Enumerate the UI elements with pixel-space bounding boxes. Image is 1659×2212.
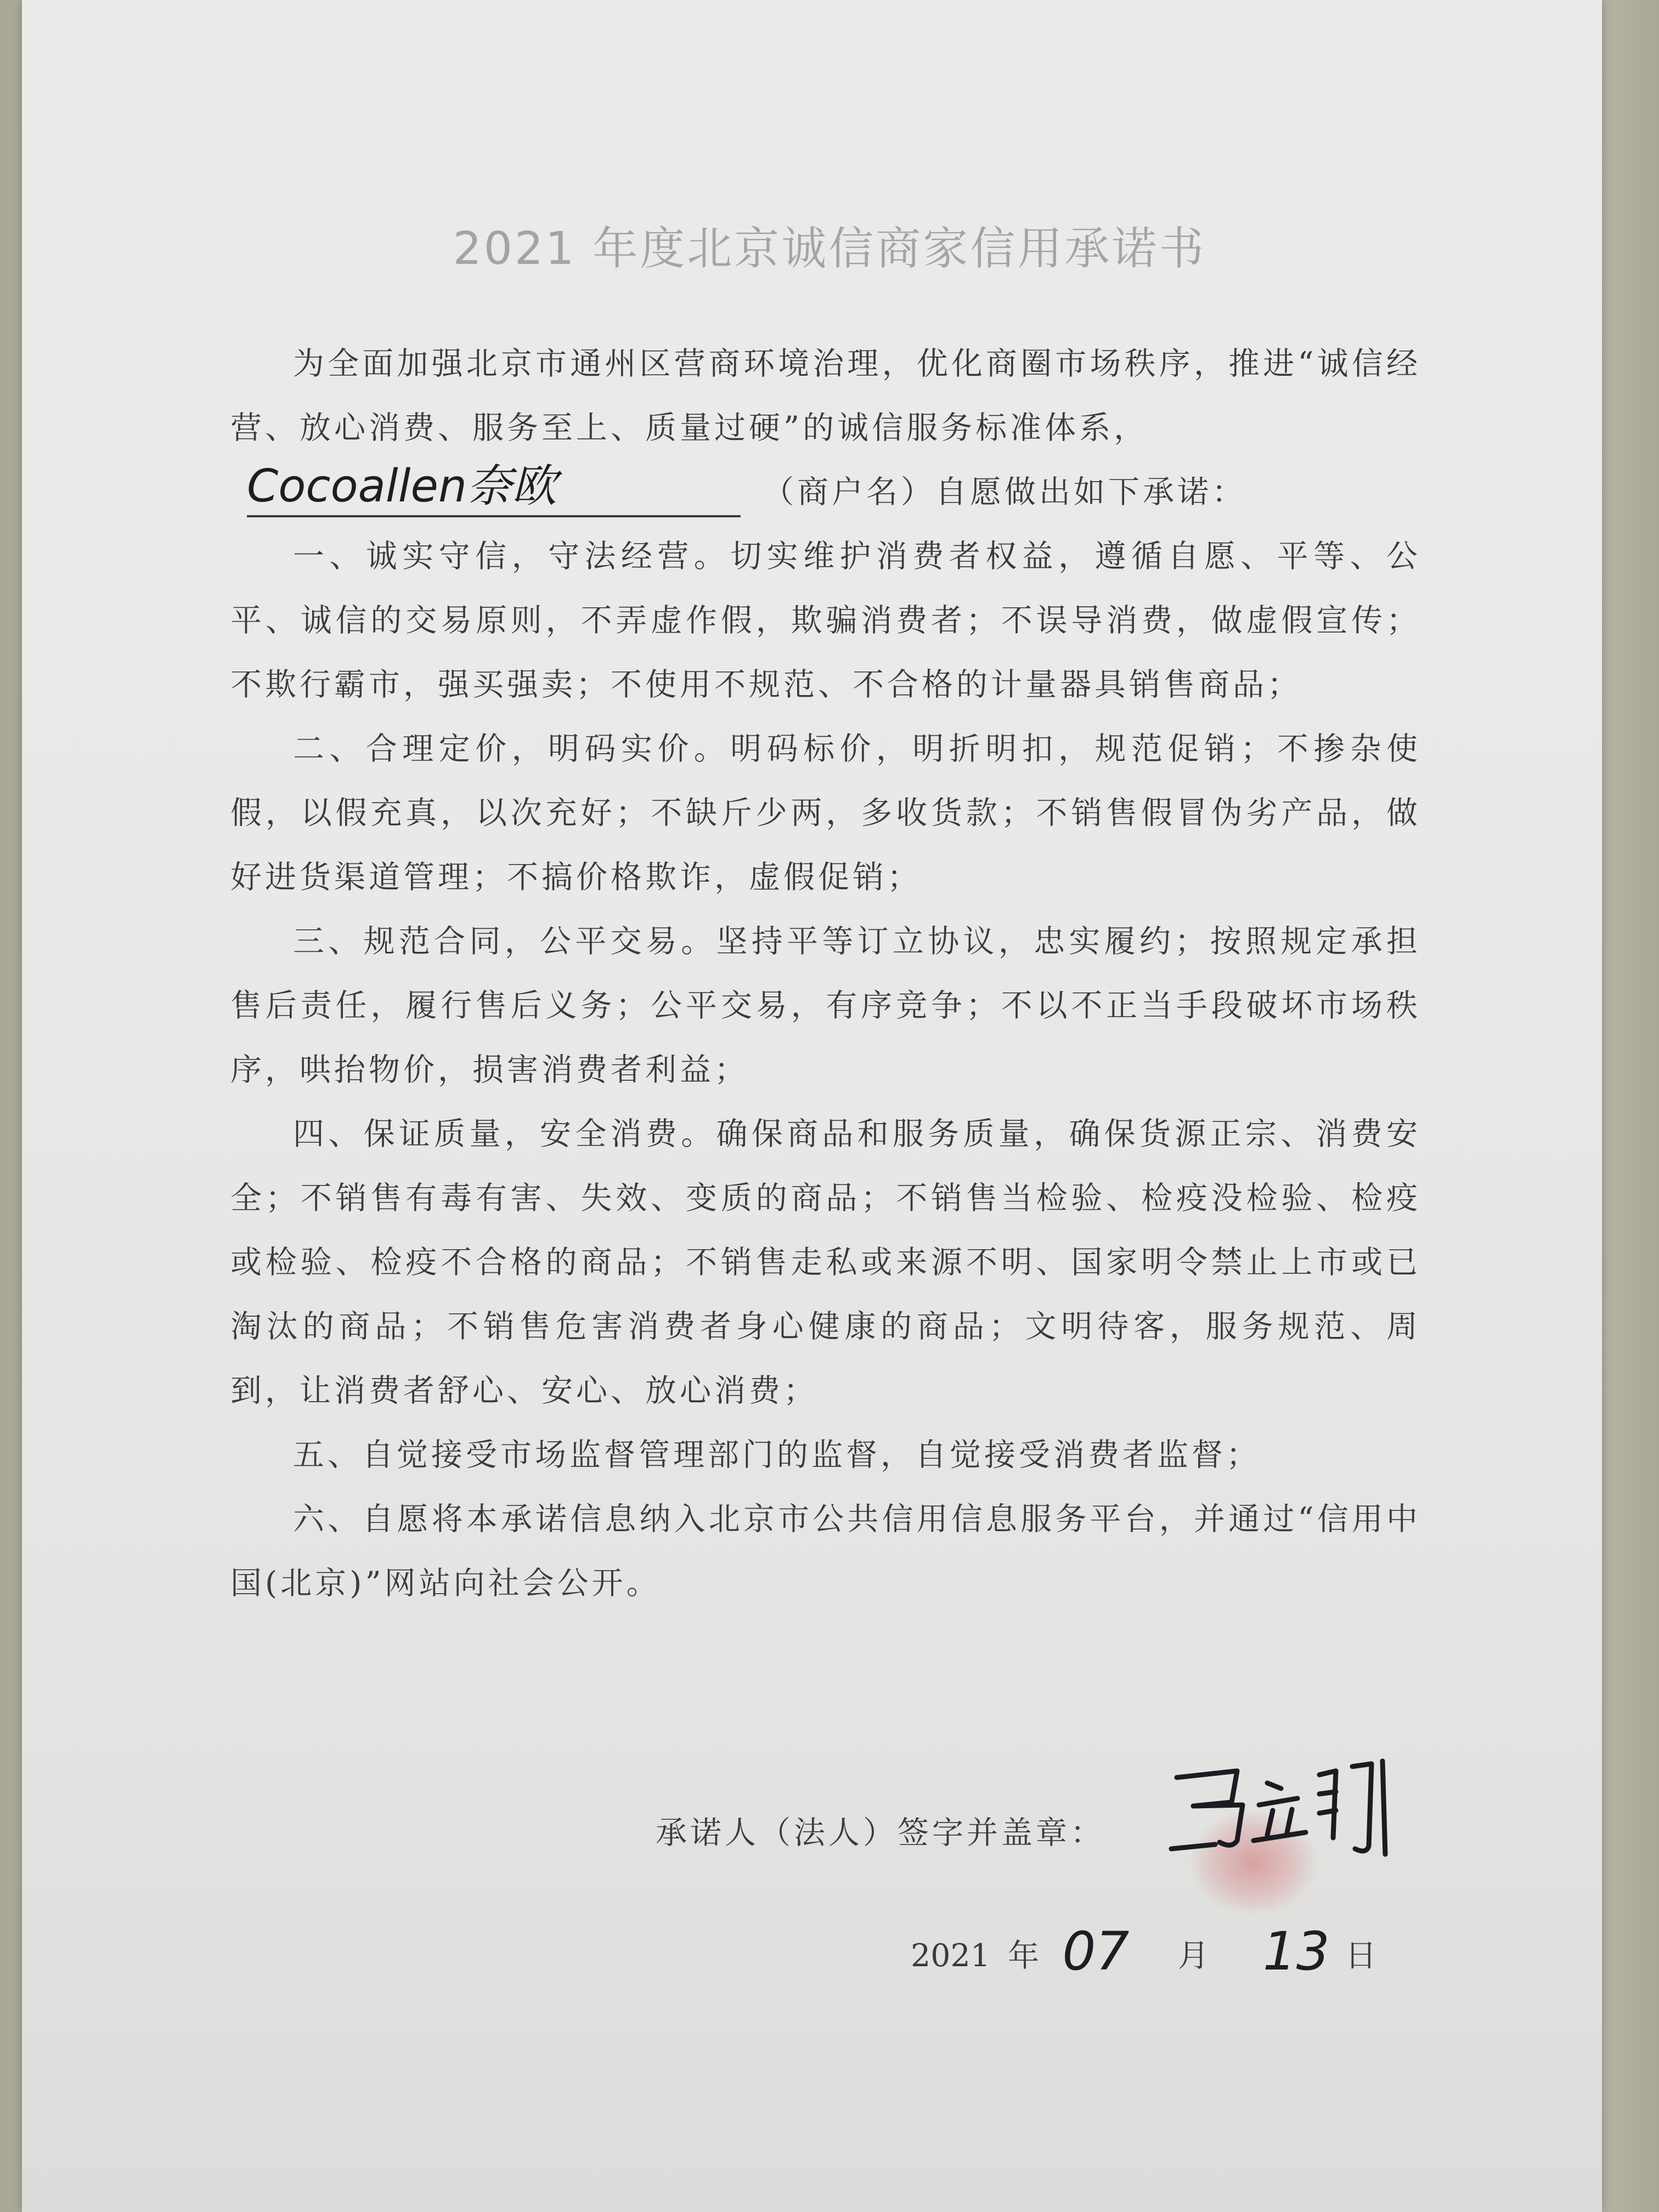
signature-label: 承诺人（法人）签字并盖章：: [656, 1815, 1105, 1851]
date-day-handwritten: 13: [1262, 1921, 1330, 1982]
handwritten-signature: [1155, 1745, 1413, 1865]
document-body: [230, 332, 1421, 1616]
clause-5: 五、自觉接受市场监督管理部门的监督，自觉接受消费者监督；: [293, 1437, 1261, 1473]
date-month-handwritten: 07: [1062, 1921, 1130, 1982]
clause-6: 六、自愿将本承诺信息纳入北京市公共信用信息服务平台，并通过“信用中国(北京)”网站向社会公开。: [230, 1501, 1421, 1601]
intro-paragraph: 为全面加强北京市通州区营商环境治理，优化商圈市场秩序，推进“诚信经营、放心消费、服务至上、质量过硬”的诚信服务标准体系，: [230, 346, 1421, 446]
merchant-suffix: （商户名）自愿做出如下承诺：: [763, 474, 1246, 510]
clause-3: 三、规范合同，公平交易。坚持平等订立协议，忠实履约；按照规定承担售后责任，履行售后义务；公平交易，有序竞争；不以不正当手段破坏市场秩序，哄抬物价，损害消费者利益；: [230, 923, 1421, 1088]
date-day-label: 日: [1345, 1938, 1376, 1974]
date-year: 2021: [911, 1938, 991, 1974]
clause-2: 二、合理定价，明码实价。明码标价，明折明扣，规范促销；不掺杂使假，以假充真，以次充好；不缺斤少两，多收货款；不销售假冒伪劣产品，做好进货渠道管理；不搞价格欺诈，虚假促销；: [230, 731, 1421, 895]
date-year-label: 年: [1008, 1938, 1040, 1974]
document-title: 2021 年度北京诚信商家信用承诺书: [453, 223, 1206, 275]
clause-4: 四、保证质量，安全消费。确保商品和服务质量，确保货源正宗、消费安全；不销售有毒有害、失效、变质的商品；不销售当检验、检疫没检验、检疫或检验、检疫不合格的商品；不销售走私或来源不明、国家明令禁止上市或已淘汰的商品；不销售危害消费者身心健康的商品；文明待客，服务规范、周到，让消费者舒心、安心、放心消费；: [230, 1116, 1421, 1409]
date-row: [911, 1917, 1376, 1982]
date-month-label: 月: [1177, 1938, 1209, 1974]
merchant-line: [230, 460, 1421, 524]
merchant-name-handwritten: Cocoallen奈欧: [247, 460, 741, 517]
clause-1: 一、诚实守信，守法经营。切实维护消费者权益，遵循自愿、平等、公平、诚信的交易原则，不弄虚作假，欺骗消费者；不误导消费，做虚假宣传；不欺行霸市，强买强卖；不使用不规范、不合格的计量器具销售商品；: [230, 538, 1421, 703]
